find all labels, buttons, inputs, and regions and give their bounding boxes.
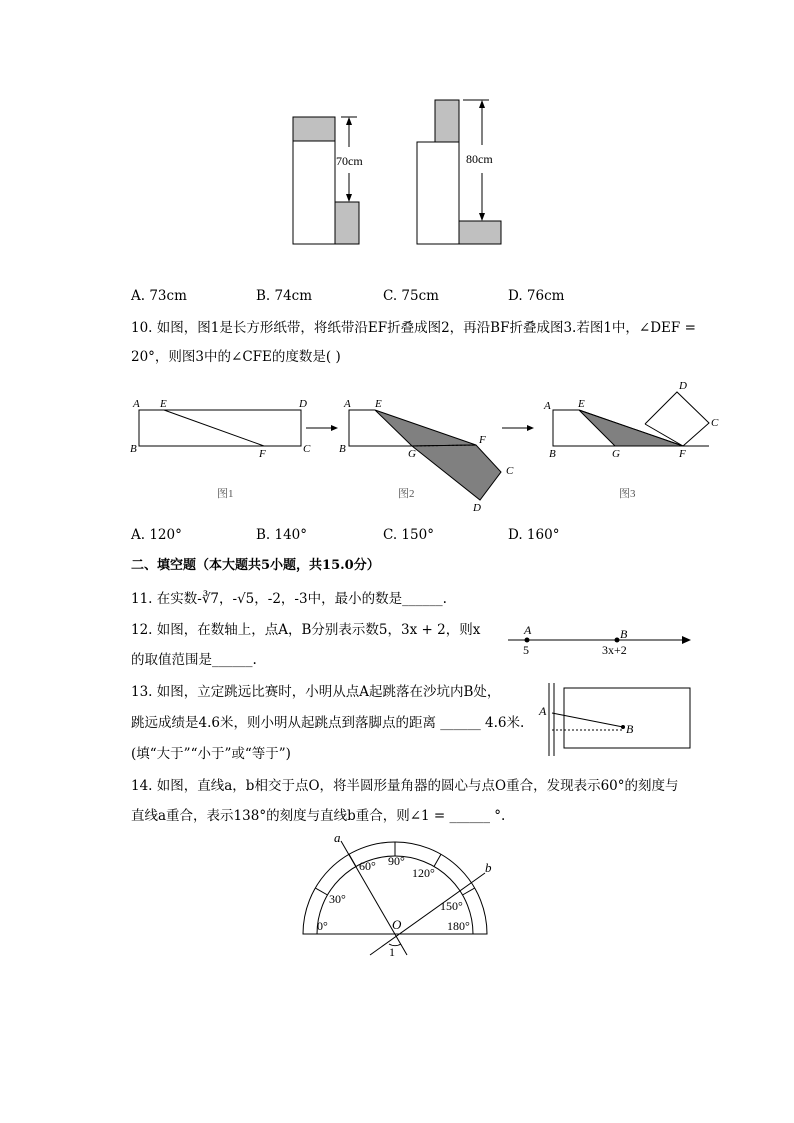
fig3-label-b: B <box>549 448 556 460</box>
tick-30: 30° <box>329 892 346 906</box>
q12-label-a: A <box>524 623 532 637</box>
q10-line2: 20°，则图3中的∠CFE的度数是( ) <box>131 349 341 365</box>
label-b: b <box>485 860 492 875</box>
q14-line2: 直线a重合，表示138°的刻度与直线b重合，则∠1 = ______ °. <box>131 808 506 824</box>
q13-line1: 13. 如图，立定跳远比赛时，小明从点A起跳落在沙坑内B处， <box>131 684 501 700</box>
q9-option-a: A. 73cm <box>131 288 187 304</box>
q10-fig2 <box>339 398 514 514</box>
q14-line1: 14. 如图，直线a，b相交于点O，将半圆形量角器的圆心与点O重合，发现表示60°的刻度与 <box>131 778 679 794</box>
q13-line3: (填“大于”“小于”或“等于”) <box>131 746 291 762</box>
q10-line1: 10. 如图，图1是长方形纸带，将纸带沿EF折叠成图2，再沿BF折叠成图3.若图1中，∠DEF = <box>131 320 696 336</box>
tick-0: 0° <box>317 919 328 933</box>
q10-option-d: D. 160° <box>508 527 560 543</box>
fig3-label-a: A <box>544 400 551 412</box>
fig3-label-c: C <box>711 417 719 429</box>
q10-fig1 <box>130 398 311 500</box>
fig1-label-c: C <box>303 443 311 455</box>
fig2-label-c: C <box>506 465 514 477</box>
q9-option-d: D. 76cm <box>508 288 565 304</box>
fig2-caption: 图2 <box>398 488 415 500</box>
right-height-label: 80cm <box>466 152 493 166</box>
q10-fig3 <box>543 380 719 500</box>
q9-figure <box>285 95 515 255</box>
q10-option-a: A. 120° <box>131 527 182 543</box>
q13-figure <box>535 680 695 760</box>
left-height-label: 70cm <box>336 154 363 168</box>
q10-option-c: C. 150° <box>383 527 434 543</box>
fig2-label-e: E <box>375 398 382 410</box>
tick-150: 150° <box>440 899 463 913</box>
tick-60: 60° <box>359 859 376 873</box>
q12-value-b: 3x+2 <box>602 643 627 657</box>
q10-option-b: B. 140° <box>256 527 308 543</box>
fig1-label-d: D <box>299 398 307 410</box>
tick-120: 120° <box>412 866 435 880</box>
fig1-caption: 图1 <box>217 488 234 500</box>
q12-value-a: 5 <box>523 643 529 657</box>
q11-text: 11. 在实数-∛7，-√5，-2，-3中，最小的数是______. <box>131 591 447 607</box>
fig2-label-a: A <box>344 398 351 410</box>
q12-number-line <box>505 620 695 660</box>
section-heading: 二、填空题（本大题共5小题，共15.0分） <box>131 558 380 573</box>
label-a: a <box>334 830 341 845</box>
left-stack <box>293 117 363 244</box>
q10-figures <box>128 375 728 515</box>
tick-180: 180° <box>447 919 470 933</box>
fig1-label-f: F <box>259 448 266 460</box>
label-o: O <box>392 917 402 932</box>
q12-line1: 12. 如图，在数轴上，点A，B分别表示数5，3x + 2，则x <box>131 622 481 638</box>
fig2-label-f: F <box>479 434 486 446</box>
q13-line2: 跳远成绩是4.6米，则小明从起跳点到落脚点的距离 ______ 4.6米. <box>131 715 525 731</box>
q13-label-b: B <box>626 722 634 736</box>
q9-option-b: B. 74cm <box>256 288 313 304</box>
fig3-label-d: D <box>679 380 687 392</box>
fig2-label-d: D <box>473 502 481 514</box>
fig3-label-e: E <box>578 398 585 410</box>
label-angle-1: 1 <box>389 945 395 959</box>
fig3-label-g: G <box>612 448 620 460</box>
q9-option-c: C. 75cm <box>383 288 439 304</box>
fig3-caption: 图3 <box>619 488 636 500</box>
q14-protractor <box>295 828 505 963</box>
arrow-right-icon <box>502 425 534 431</box>
fig1-label-a: A <box>133 398 140 410</box>
right-stack <box>417 100 501 244</box>
fig3-label-f: F <box>679 448 686 460</box>
fig1-label-e: E <box>160 398 167 410</box>
fig1-label-b: B <box>130 443 137 455</box>
q12-line2: 的取值范围是______. <box>131 652 257 668</box>
q12-label-b: B <box>620 627 628 641</box>
arrow-right-icon <box>306 425 338 431</box>
tick-90: 90° <box>388 854 405 868</box>
q13-label-a: A <box>539 704 547 718</box>
fig2-label-b: B <box>339 443 346 455</box>
fig2-label-g: G <box>408 448 416 460</box>
